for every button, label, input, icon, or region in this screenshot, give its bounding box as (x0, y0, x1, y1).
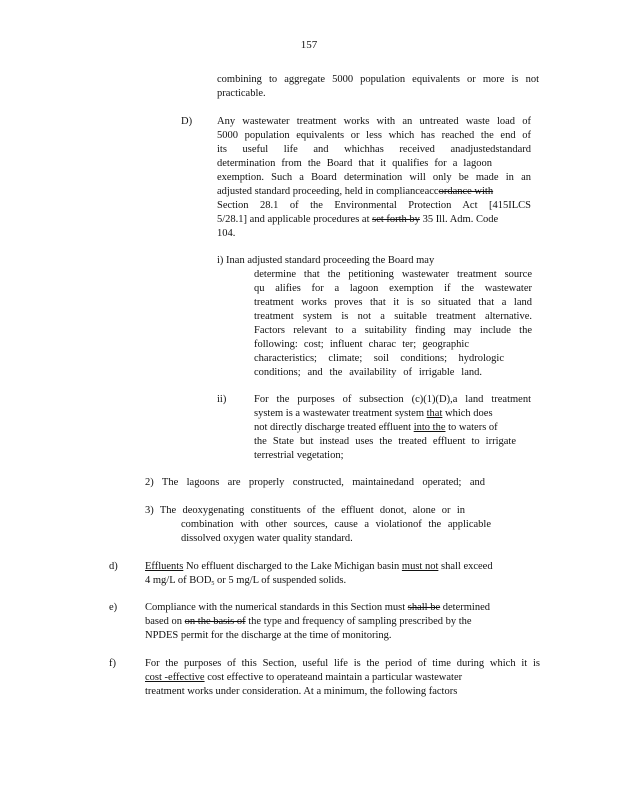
text-line: conditions; and the availability of irrigable land. (254, 367, 482, 378)
item-label-ii: ii) (217, 394, 227, 405)
text-line (145, 601, 530, 615)
text-line: 3) The deoxygenating constituents of the effluent donot, alone or in (145, 505, 465, 516)
paragraph-D (217, 115, 531, 241)
deleted-text: which does (445, 408, 493, 419)
text-line (217, 185, 531, 199)
deleted-text: set forth by (372, 214, 420, 225)
deleted-text: ordance with (438, 186, 494, 197)
text-run: or 5 mg/L of suspended solids. (217, 575, 347, 586)
text-line: treatment works proves that it is so situated that a land (254, 297, 532, 308)
text-line: qu alifies for a lagoon exemption if the wastewater (254, 283, 532, 294)
subscript: 5 (211, 581, 215, 587)
text-line (145, 615, 530, 629)
text-line: 104. (217, 228, 236, 239)
text-line: For the purposes of this Section, useful life is the period of time during which it is (145, 658, 540, 669)
inserted-text: cost -effective (145, 672, 205, 683)
text-run: cost effective to operateand maintain a particular wastewater (207, 672, 463, 683)
text-run: to waters of (448, 422, 498, 433)
text-line (254, 407, 531, 421)
item-label-e: e) (109, 602, 118, 613)
text-line: its useful life and whichhas received anadjustedstandard (217, 144, 531, 155)
text-run: 4 mg/L of BOD (145, 575, 212, 586)
text-run: based on (145, 616, 183, 627)
text-line (145, 560, 535, 574)
text-line: treatment works under consideration. At a minimum, the following factors (145, 686, 458, 697)
paragraph-e (145, 601, 530, 643)
text-run: determined (442, 602, 490, 613)
text-run: 35 Ill. Adm. Code (422, 214, 499, 225)
item-label-f: f) (109, 658, 116, 669)
paragraph-i-body (217, 268, 532, 380)
text-line: practicable. (217, 88, 266, 99)
paragraph-ii (254, 393, 531, 463)
deleted-text: shall be (407, 602, 441, 613)
page-number: 157 (300, 39, 318, 51)
paragraph-i (217, 254, 532, 380)
text-run: not directly discharge treated effluent (254, 422, 412, 433)
text-line: combination with other sources, cause a violationof the applicable (181, 519, 491, 530)
text-line (217, 213, 531, 227)
text-line: 5000 population equivalents or less which has reached the end of (217, 130, 531, 141)
text-line: characteristics; climate; soil conditions; hydrologic (254, 353, 504, 364)
text-line: terrestrial vegetation; (254, 450, 344, 461)
text-line: For the purposes of subsection (c)(1)(D),a land treatment (254, 394, 531, 405)
item-label-d: d) (109, 561, 118, 572)
paragraph-d (145, 560, 535, 591)
text-line: the State but instead uses the treated effluent to irrigate (254, 436, 516, 447)
text-run: Compliance with the numerical standards in this Section must (145, 602, 406, 613)
inserted-text: Effluents (145, 561, 184, 572)
text-run: adjusted standard proceeding, held in complianceacc (217, 186, 439, 197)
deleted-text: on the basis of (184, 616, 246, 627)
text-line: Any wastewater treatment works with an untreated waste load of (217, 116, 531, 127)
item-label-D: D) (181, 116, 193, 127)
text-line (145, 671, 540, 685)
text-line: combining to aggregate 5000 population equivalents or more is not (217, 74, 539, 85)
text-line: treatment system is not a suitable treatment alternative. (254, 311, 532, 322)
text-line: Section 28.1 of the Environmental Protection Act [415ILCS (217, 200, 531, 211)
text-line: determine that the petitioning wastewater treatment source (254, 269, 532, 280)
text-line: determination from the Board that it qualifies for a lagoon (217, 158, 492, 169)
paragraph-2 (145, 476, 485, 490)
text-run: shall exceed (441, 561, 493, 572)
continuation-paragraph (217, 73, 539, 101)
text-line: dissolved oxygen water quality standard. (181, 533, 353, 544)
text-line: following: cost; influent charac ter; geographic (254, 339, 469, 350)
paragraph-f (145, 657, 540, 699)
inserted-text: into the (413, 422, 446, 433)
text-run: No effluent discharged to the Lake Michigan basin (185, 561, 400, 572)
text-run: 5/28.1] and applicable procedures at (217, 214, 370, 225)
inserted-text: that (426, 408, 443, 419)
text-line (145, 574, 535, 591)
text-line: 2) The lagoons are properly constructed, maintainedand operated; and (145, 477, 485, 488)
text-line: i) Inan adjusted standard proceeding the Board may (217, 255, 435, 266)
inserted-text: must not (401, 561, 439, 572)
text-run: the type and frequency of sampling prescribed by the (248, 616, 472, 627)
text-run: system is a wastewater treatment system (254, 408, 424, 419)
paragraph-3-body (145, 518, 491, 546)
text-line: Factors relevant to a suitability finding may include the (254, 325, 532, 336)
paragraph-3 (145, 504, 491, 546)
text-line: exemption. Such a Board determination will only be made in an (217, 172, 531, 183)
text-line (254, 421, 531, 435)
text-line: NPDES permit for the discharge at the time of monitoring. (145, 630, 392, 641)
